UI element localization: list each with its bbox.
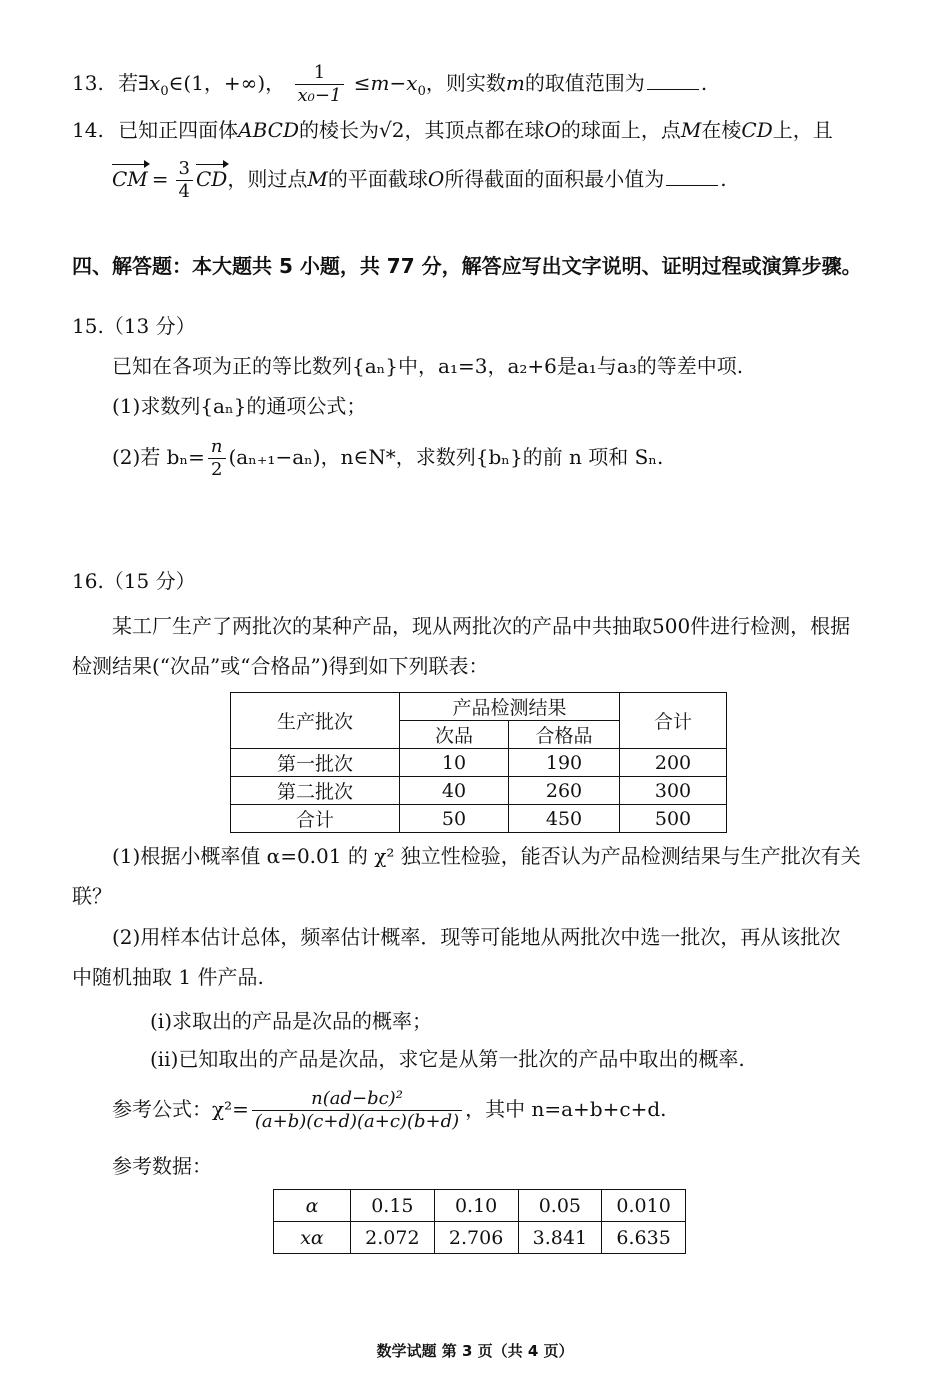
q15-fraction: $\frac{n}{2}$ bbox=[208, 438, 226, 479]
q16-part2-i: (ⅰ)求取出的产品是次品的概率； bbox=[150, 1009, 433, 1033]
q15-stem: 已知在各项为正的等比数列{aₙ}中，a₁=3，a₂+6是a₁与a₃的等差中项. bbox=[112, 354, 744, 378]
reference-data-table bbox=[273, 1189, 686, 1254]
header-pass: 合格品 bbox=[509, 721, 620, 749]
q14-fraction: $\frac{3}{4}$ bbox=[176, 160, 193, 201]
answer-blank bbox=[666, 184, 718, 186]
table-row: 第二批次 40 260 300 bbox=[231, 777, 727, 805]
header-batch: 生产批次 bbox=[231, 693, 400, 749]
question-14: 14. 已知正四面体ABCD的棱长为√2，其顶点都在球O的球面上，点M在棱CD上，且 bbox=[72, 118, 833, 142]
contingency-table bbox=[230, 692, 727, 833]
q14-number: 14. bbox=[72, 118, 104, 142]
q16-part1-line1: (1)根据小概率值 α=0.01 的 χ² 独立性检验，能否认为产品检测结果与生产批次有关 bbox=[112, 844, 861, 868]
q16-part2-line2: 中随机抽取 1 件产品. bbox=[72, 965, 264, 989]
q16-stem-1: 某工厂生产了两批次的某种产品，现从两批次的产品中共抽取500件进行检测，根据 bbox=[112, 614, 851, 638]
vector-cm: CM bbox=[112, 167, 148, 191]
q15-part2: (2)若 bₙ= $\frac{n}{2}$ (aₙ₊₁−aₙ)，n∈N*，求数列{bₙ}的前 n 项和 Sₙ. bbox=[112, 436, 664, 480]
q16-part2-ii: (ⅱ)已知取出的产品是次品，求它是从第一批次的产品中取出的概率. bbox=[150, 1047, 745, 1071]
table-row: 合计 50 450 500 bbox=[231, 805, 727, 833]
question-14-line2: CM = $\frac{3}{4}$ CD，则过点M的平面截球O所得截面的面积最小值为 . bbox=[112, 158, 727, 202]
q16-part1-line2: 联？ bbox=[72, 884, 112, 908]
table-row: α 0.15 0.10 0.05 0.010 bbox=[274, 1190, 686, 1222]
q16-part2-line1: (2)用样本估计总体，频率估计概率．现等可能地从两批次中选一批次，再从该批次 bbox=[112, 925, 841, 949]
table-row: xα 2.072 2.706 3.841 6.635 bbox=[274, 1222, 686, 1254]
answer-blank bbox=[647, 88, 699, 90]
question-13: 13. 若$\exists x_0\in(1$，+∞)， $\frac{1}{\text{x₀−1}}$ $\le m-x_0$，则实数m的取值范围为 . bbox=[72, 62, 708, 106]
q15-heading: 15.（13 分） bbox=[72, 314, 196, 338]
reference-formula: 参考公式：χ²= $\frac{\text{n(ad−bc)²}}{(a+b)(c+d)(a+c)(b+d)}$ ，其中 n=a+b+c+d. bbox=[112, 1088, 667, 1132]
header-total: 合计 bbox=[620, 693, 727, 749]
q16-heading: 16.（15 分） bbox=[72, 569, 196, 593]
q13-number: 13. bbox=[72, 71, 104, 95]
header-result: 产品检测结果 bbox=[400, 693, 620, 721]
page-footer: 数学试题 第 3 页（共 4 页） bbox=[376, 1342, 574, 1360]
vector-cd: CD bbox=[196, 167, 228, 191]
section-heading: 四、解答题：本大题共 5 小题，共 77 分，解答应写出文字说明、证明过程或演算步骤。 bbox=[72, 254, 862, 278]
q15-part1: (1)求数列{aₙ}的通项公式； bbox=[112, 394, 367, 418]
chi-square-fraction: $\frac{\text{n(ad−bc)²}}{(a+b)(c+d)(a+c)(b+d)}$ bbox=[252, 1090, 462, 1131]
q16-stem-2: 检测结果(“次品”或“合格品”)得到如下列联表： bbox=[72, 654, 489, 678]
table-row: 第一批次 10 190 200 bbox=[231, 749, 727, 777]
q13-fraction: $\frac{1}{\text{x₀−1}}$ bbox=[295, 64, 345, 105]
header-defect: 次品 bbox=[400, 721, 509, 749]
reference-data-label: 参考数据： bbox=[112, 1154, 212, 1178]
